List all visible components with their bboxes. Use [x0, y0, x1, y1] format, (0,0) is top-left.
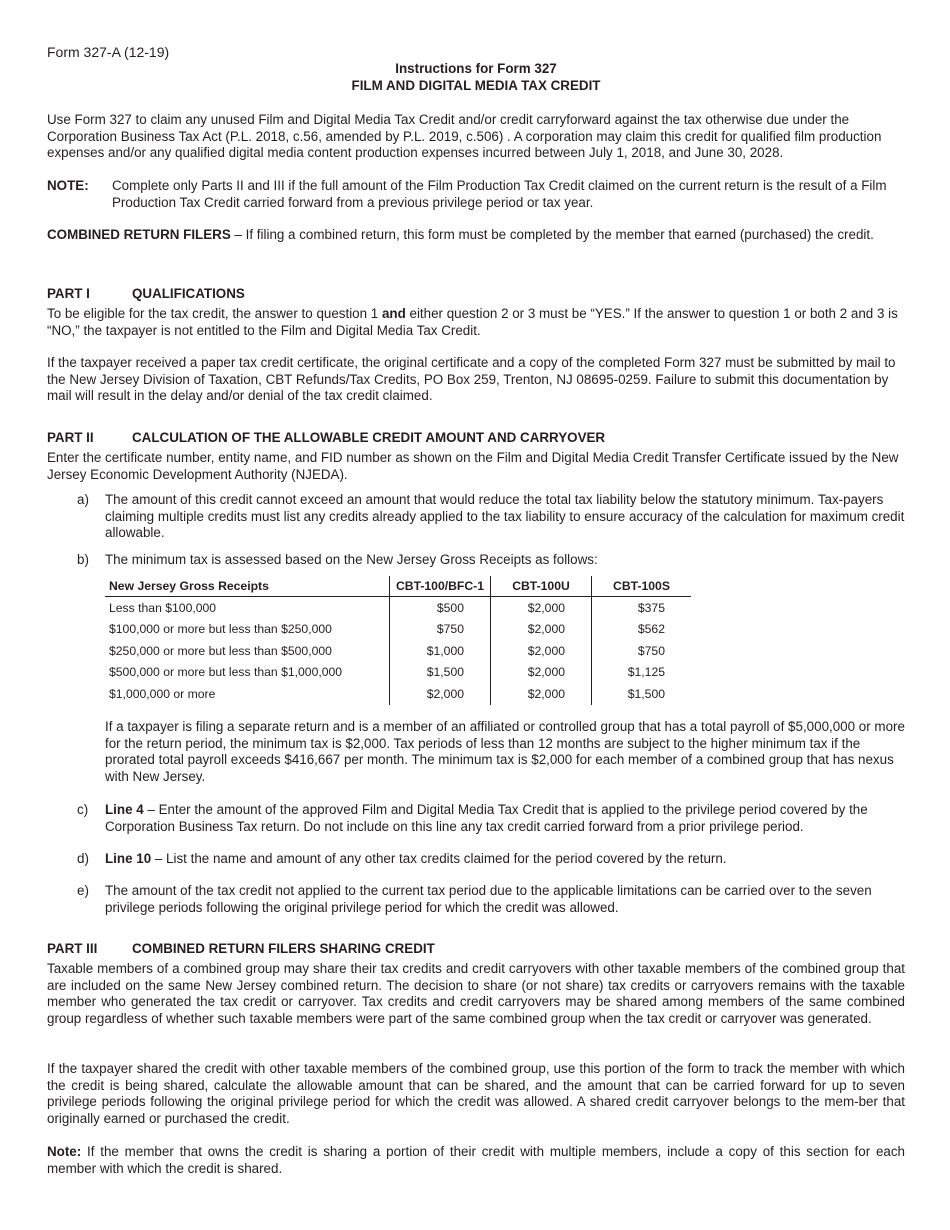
cell: $2,000 — [491, 683, 592, 705]
cell: Less than $100,000 — [109, 600, 217, 615]
item-letter: e) — [77, 883, 89, 898]
part1-text-bold: and — [381, 306, 406, 321]
table-row — [105, 640, 691, 662]
cell: $1,500 — [390, 662, 491, 684]
page-title — [47, 60, 905, 94]
cell: $750 — [592, 640, 692, 662]
part3-note — [47, 1144, 905, 1177]
part1-paragraph-2: If the taxpayer received a paper tax credit certificate, the original certificate and a copy of the completed Form 327 must be submitted by mail to the New Jersey Division of Taxation, CBT Refunds/Tax Credits, PO Box 259, Trenton, NJ 08695-0259. Failure to submit this documentation by mail will result in the delay and/or denial of the tax credit claimed. — [47, 355, 896, 403]
item-letter: c) — [77, 802, 89, 817]
cell: $2,000 — [491, 640, 592, 662]
column-header: CBT-100/BFC-1 — [390, 576, 491, 597]
part1-number: PART I — [47, 286, 90, 301]
item-letter: a) — [77, 492, 89, 507]
item-body: – List the name and amount of any other tax credits claimed for the period covered by the return. — [151, 851, 727, 866]
column-header: New Jersey Gross Receipts — [105, 576, 390, 597]
minimum-tax-table — [105, 576, 691, 705]
intro-paragraph: Use Form 327 to claim any unused Film and Digital Media Tax Credit and/or credit carryforward against the tax otherwise due under the Corporation Business Tax Act (P.L. 2018, c.56, amended by P.L. 2019, c.506) . A corporation may claim this credit for qualified film production expenses and/or any qualified digital media content production expenses incurred between July 1, 2018, and June 30, 2028. — [47, 112, 882, 160]
part3-paragraph-1: Taxable members of a combined group may share their tax credits and credit carryovers with other taxable members of the combined group that are included on the same New Jersey combined return. The decision to share (or not share) tax credits or carryovers remains with the taxable member who generated the tax credit or carryover. Tax credits and credit carryovers may be shared among members of the same combined group regardless of whether such taxable members were part of the same combined group when the tax credit or carryover was generated. — [47, 961, 905, 1026]
line-ref: Line 10 — [105, 851, 152, 866]
note-text: Complete only Parts II and III if the full amount of the Film Production Tax Credit claimed on the current return is the result of a Film Production Tax Credit carried forward from a previous privilege period or tax year. — [112, 178, 887, 210]
cell: $562 — [592, 619, 692, 641]
form-id: Form 327-A (12-19) — [47, 44, 170, 60]
table-row — [105, 683, 691, 705]
item-letter: d) — [77, 851, 89, 866]
part3-number: PART III — [47, 941, 98, 956]
cell: $375 — [592, 597, 692, 619]
cell: $100,000 or more but less than $250,000 — [109, 622, 332, 636]
part1-title: QUALIFICATIONS — [132, 286, 245, 301]
cell: $2,000 — [491, 619, 592, 641]
cell: $2,000 — [390, 683, 491, 705]
note-label: NOTE: — [47, 178, 89, 193]
combined-filers-paragraph — [47, 227, 905, 244]
item-body: – Enter the amount of the approved Film and Digital Media Tax Credit that is applied to the privilege period covered by the Corporation Business Tax return. Do not include on this line any tax credit carried forward from a prior privilege period. — [105, 802, 868, 834]
part3-note-label: Note: — [47, 1144, 82, 1159]
title-line-2: FILM AND DIGITAL MEDIA TAX CREDIT — [351, 78, 601, 93]
item-text — [105, 802, 905, 835]
table-note: If a taxpayer is filing a separate return and is a member of an affiliated or controlled group that has a total payroll of $5,000,000 or more for the return period, the minimum tax is $2,000. Tax periods of less than 12 months are subject to the higher minimum tax if the prorated total payroll exceeds $416,667 per month. The minimum tax is $2,000 for each member of a combined group that has nexus with New Jersey. — [105, 719, 905, 784]
combined-filers-label: COMBINED RETURN FILERS — [47, 227, 231, 242]
part2-intro: Enter the certificate number, entity name, and FID number as shown on the Film and Digital Media Credit Transfer Certificate issued by the New Jersey Economic Development Authority (NJEDA). — [47, 450, 899, 482]
column-header: CBT-100U — [491, 576, 592, 597]
cell: $500 — [390, 597, 491, 619]
cell: $1,000,000 or more — [109, 686, 216, 701]
part2-item-a — [77, 492, 905, 542]
part2-item-c — [77, 802, 905, 835]
part2-item-e — [77, 883, 905, 916]
part1-text-b: either question 2 or 3 must be “YES.” If the answer to question 1 or both 2 and 3 is “NO,” the taxpayer is not entitled to the Film and Digital Media Tax Credit. — [47, 306, 898, 338]
line-ref: Line 4 — [105, 802, 144, 817]
cell: $2,000 — [491, 662, 592, 684]
cell: $1,125 — [592, 662, 692, 684]
part3-heading — [47, 941, 905, 958]
part1-paragraph-1 — [47, 306, 905, 339]
item-text — [105, 851, 905, 868]
cell: $250,000 or more but less than $500,000 — [109, 643, 332, 658]
table-row — [105, 597, 691, 619]
part2-number: PART II — [47, 430, 94, 445]
item-letter: b) — [77, 552, 89, 567]
part1-text-a: To be eligible for the tax credit, the answer to question 1 — [47, 306, 382, 321]
combined-filers-text: – If filing a combined return, this form must be completed by the member that earned (purchased) the credit. — [230, 227, 874, 242]
table-header-row — [105, 576, 691, 597]
item-text: The minimum tax is assessed based on the New Jersey Gross Receipts as follows: — [105, 552, 598, 567]
cell: $750 — [390, 619, 491, 641]
table-row — [105, 662, 691, 684]
item-text: The amount of the tax credit not applied to the current tax period due to the applicable limitations can be carried over to the seven privilege periods following the original privilege period for which the credit was allowed. — [105, 883, 872, 915]
cell: $1,000 — [390, 640, 491, 662]
column-header: CBT-100S — [592, 576, 692, 597]
part3-note-text: If the member that owns the credit is sharing a portion of their credit with multiple members, include a copy of this section for each member with which the credit is shared. — [47, 1144, 905, 1176]
cell: $2,000 — [491, 597, 592, 619]
part2-item-d — [77, 851, 905, 868]
part2-item-b — [77, 552, 905, 569]
table-row — [105, 619, 691, 641]
title-line-1: Instructions for Form 327 — [395, 61, 557, 76]
part3-title: COMBINED RETURN FILERS SHARING CREDIT — [132, 941, 435, 956]
part1-heading — [47, 286, 905, 303]
cell: $500,000 or more but less than $1,000,000 — [109, 665, 343, 679]
part3-paragraph-2: If the taxpayer shared the credit with other taxable members of the combined group, use this portion of the form to track the member with which the credit is being shared, calculate the allowable amount that can be shared, and the amount that can be carried forward for up to seven privilege periods following the original privilege period for which the credit was allowed. A shared credit carryover belongs to the mem-ber that originally earned or purchased the credit. — [47, 1061, 905, 1126]
note-block — [47, 178, 905, 211]
cell: $1,500 — [592, 683, 692, 705]
item-text: The amount of this credit cannot exceed an amount that would reduce the total tax liability below the statutory minimum. Tax-payers claiming multiple credits must list any credits already applied to the tax liability to ensure accuracy of the calculation for maximum credit allowable. — [105, 492, 905, 540]
part2-title: CALCULATION OF THE ALLOWABLE CREDIT AMOUNT AND CARRYOVER — [132, 430, 606, 445]
part2-heading — [47, 430, 905, 447]
